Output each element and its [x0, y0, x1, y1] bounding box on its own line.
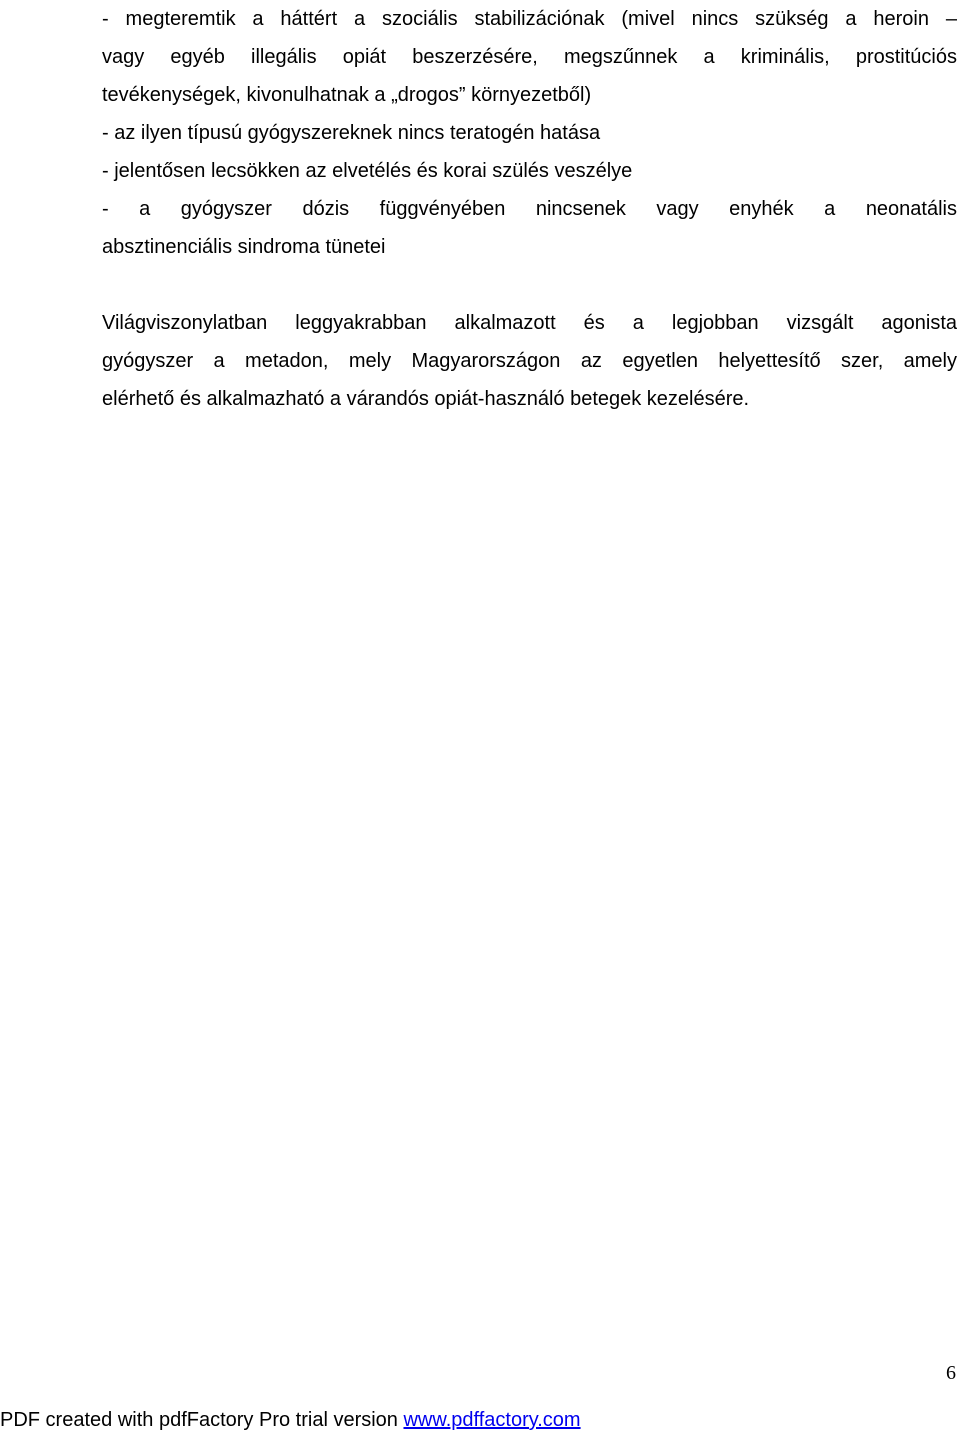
pdf-footer: [0, 1409, 581, 1432]
pdffactory-link[interactable]: www.pdffactory.com: [403, 1409, 581, 1431]
page-number: 6: [946, 1362, 956, 1384]
text-line: elérhető és alkalmazható a várandós opiát-használó betegek kezelésére.: [102, 388, 750, 410]
text-line: - az ilyen típusú gyógyszereknek nincs teratogén hatása: [102, 122, 601, 144]
paragraph-spacer: [102, 266, 957, 304]
text-line: Világviszonylatban leggyakrabban alkalmazott és a legjobban vizsgált agonista: [102, 312, 957, 334]
text-line: vagy egyéb illegális opiát beszerzésére, megszűnnek a kriminális, prostitúciós: [102, 46, 957, 68]
text-line: - megteremtik a háttért a szociális stabilizációnak (mivel nincs szükség a heroin –: [102, 8, 957, 30]
document-body: [102, 0, 957, 418]
text-line: - a gyógyszer dózis függvényében nincsenek vagy enyhék a neonatális: [102, 198, 957, 220]
text-line: - jelentősen lecsökken az elvetélés és korai szülés veszélye: [102, 160, 633, 182]
text-line: tevékenységek, kivonulhatnak a „drogos” környezetből): [102, 84, 592, 106]
text-line: absztinenciális sindroma tünetei: [102, 236, 386, 258]
text-line: gyógyszer a metadon, mely Magyarországon az egyetlen helyettesítő szer, amely: [102, 350, 957, 372]
footer-text: PDF created with pdfFactory Pro trial version: [0, 1409, 404, 1431]
